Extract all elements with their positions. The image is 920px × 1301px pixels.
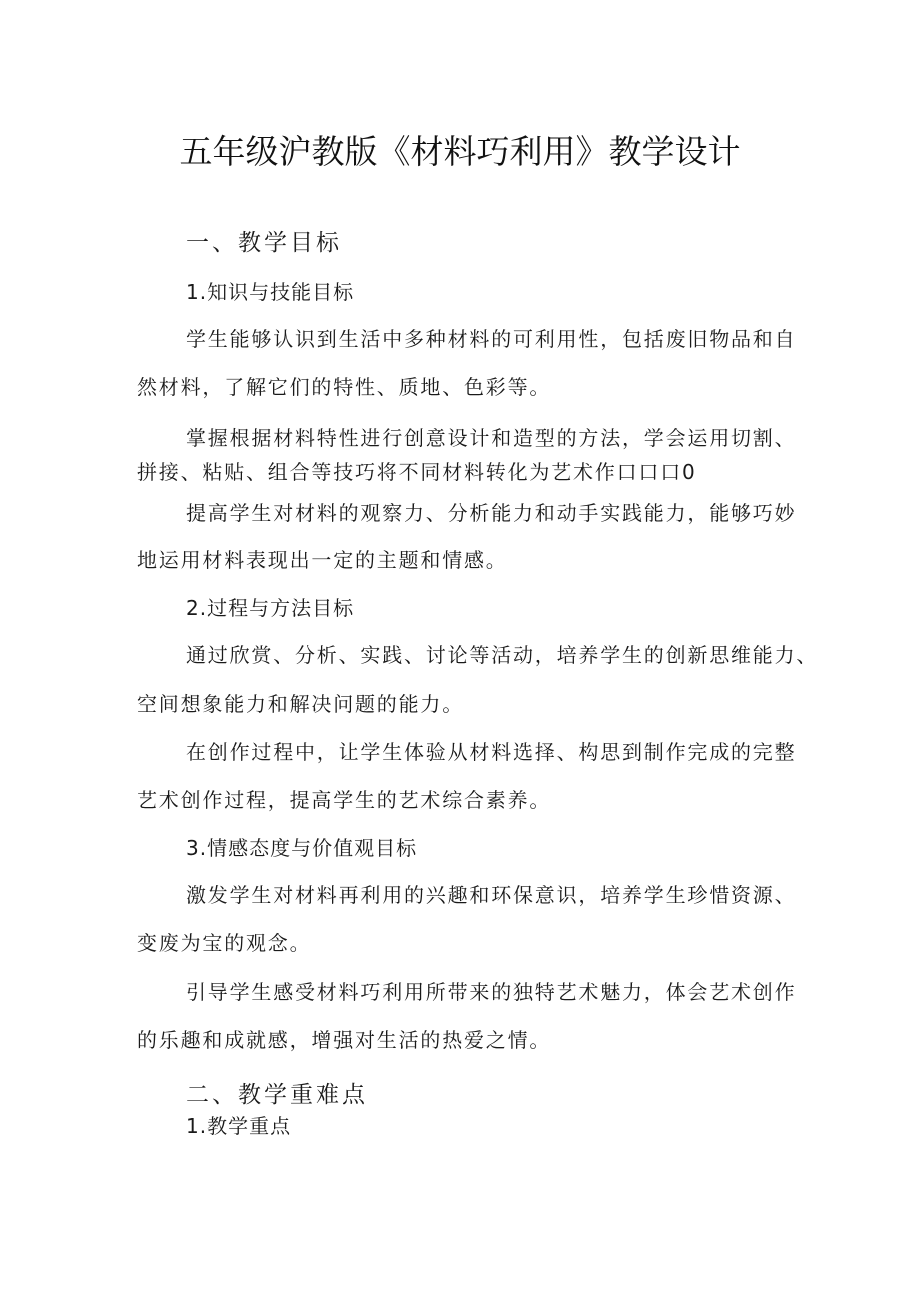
paragraph-line: 艺术创作过程，提高学生的艺术综合素养。 — [137, 788, 552, 812]
paragraph-line: 空间想象能力和解决问题的能力。 — [137, 692, 464, 716]
paragraph-line: 掌握根据材料特性进行创意设计和造型的方法，学会运用切割、 — [186, 426, 797, 450]
section-heading-teaching-goals: 一、教学目标 — [186, 230, 342, 256]
section-heading-key-difficult-points: 二、教学重难点 — [186, 1082, 368, 1108]
paragraph-line: 然材料，了解它们的特性、质地、色彩等。 — [137, 375, 552, 399]
subheading-teaching-key-points: 1.教学重点 — [186, 1114, 292, 1138]
paragraph-line: 在创作过程中，让学生体验从材料选择、构思到制作完成的完整 — [186, 740, 797, 764]
paragraph-line: 学生能够认识到生活中多种材料的可利用性，包括废旧物品和自 — [186, 327, 797, 351]
paragraph-line: 变废为宝的观念。 — [137, 931, 312, 955]
subheading-emotion-values: 3.情感态度与价值观目标 — [186, 836, 418, 860]
paragraph-line: 引导学生感受材料巧利用所带来的独特艺术魅力，体会艺术创作 — [186, 980, 797, 1004]
paragraph-line: 通过欣赏、分析、实践、讨论等活动，培养学生的创新思维能力、 — [186, 643, 819, 667]
paragraph-line: 提高学生对材料的观察力、分析能力和动手实践能力，能够巧妙 — [186, 501, 797, 525]
paragraph-line: 激发学生对材料再利用的兴趣和环保意识，培养学生珍惜资源、 — [186, 883, 797, 907]
paragraph-line: 拼接、粘贴、组合等技巧将不同材料转化为艺术作口口口0 — [137, 460, 697, 484]
paragraph-line: 地运用材料表现出一定的主题和情感。 — [137, 548, 508, 572]
document-title: 五年级沪教版《材料巧利用》教学设计 — [179, 132, 741, 171]
subheading-knowledge-skills: 1.知识与技能目标 — [186, 280, 355, 304]
paragraph-line: 的乐趣和成就感，增强对生活的热爱之情。 — [137, 1028, 552, 1052]
subheading-process-methods: 2.过程与方法目标 — [186, 596, 355, 620]
